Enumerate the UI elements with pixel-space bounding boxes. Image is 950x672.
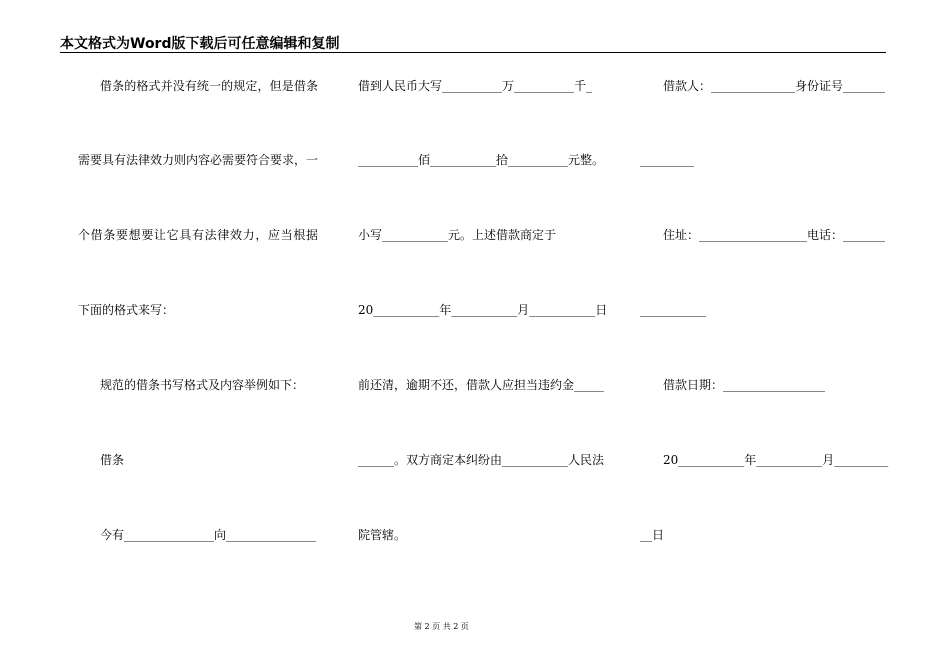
col2-line-3: 小写___________元。上述借款商定于 — [358, 228, 557, 242]
col1-line-4: 下面的格式来写： — [78, 303, 175, 317]
col3-line-7: __日 — [640, 528, 665, 542]
col2-line-2: __________佰___________拾__________元整。 — [358, 153, 605, 167]
col3-line-4: ___________ — [640, 303, 706, 317]
col3-line-2: _________ — [640, 153, 694, 167]
col1-line-1: 借条的格式并没有统一的规定，但是借条 — [100, 79, 318, 93]
col2-line-7: 院管辖。 — [358, 528, 407, 542]
page-number-footer: 第 2 页 共 2 页 — [414, 622, 469, 631]
col1-line-2: 需要具有法律效力则内容必需要符合要求，一 — [78, 153, 319, 167]
col1-line-7: 今有_______________向_______________ — [100, 528, 317, 542]
col1-line-5: 规范的借条书写格式及内容举例如下： — [100, 378, 305, 392]
col3-line-5: 借款日期：_________________ — [663, 378, 826, 392]
col2-line-5: 前还清，逾期不还，借款人应担当违约金_____ — [358, 378, 605, 392]
header-divider — [60, 52, 886, 53]
col3-line-6: 20___________年___________月_________ — [663, 453, 889, 467]
col3-line-1: 借款人：______________身份证号_______ — [663, 79, 886, 93]
col1-line-3: 个借条要想要让它具有法律效力，应当根据 — [78, 228, 318, 242]
col2-line-1: 借到人民币大写__________万__________千_ — [358, 79, 593, 93]
col2-line-4: 20___________年___________月___________日 — [358, 303, 608, 317]
col1-line-6: 借条 — [100, 453, 125, 467]
col2-line-6: ______。双方商定本纠纷由___________人民法 — [358, 453, 605, 467]
document-header-title: 本文格式为Word版下载后可任意编辑和复制 — [60, 36, 340, 52]
col3-line-3: 住址：__________________电话：_______ — [663, 228, 886, 242]
